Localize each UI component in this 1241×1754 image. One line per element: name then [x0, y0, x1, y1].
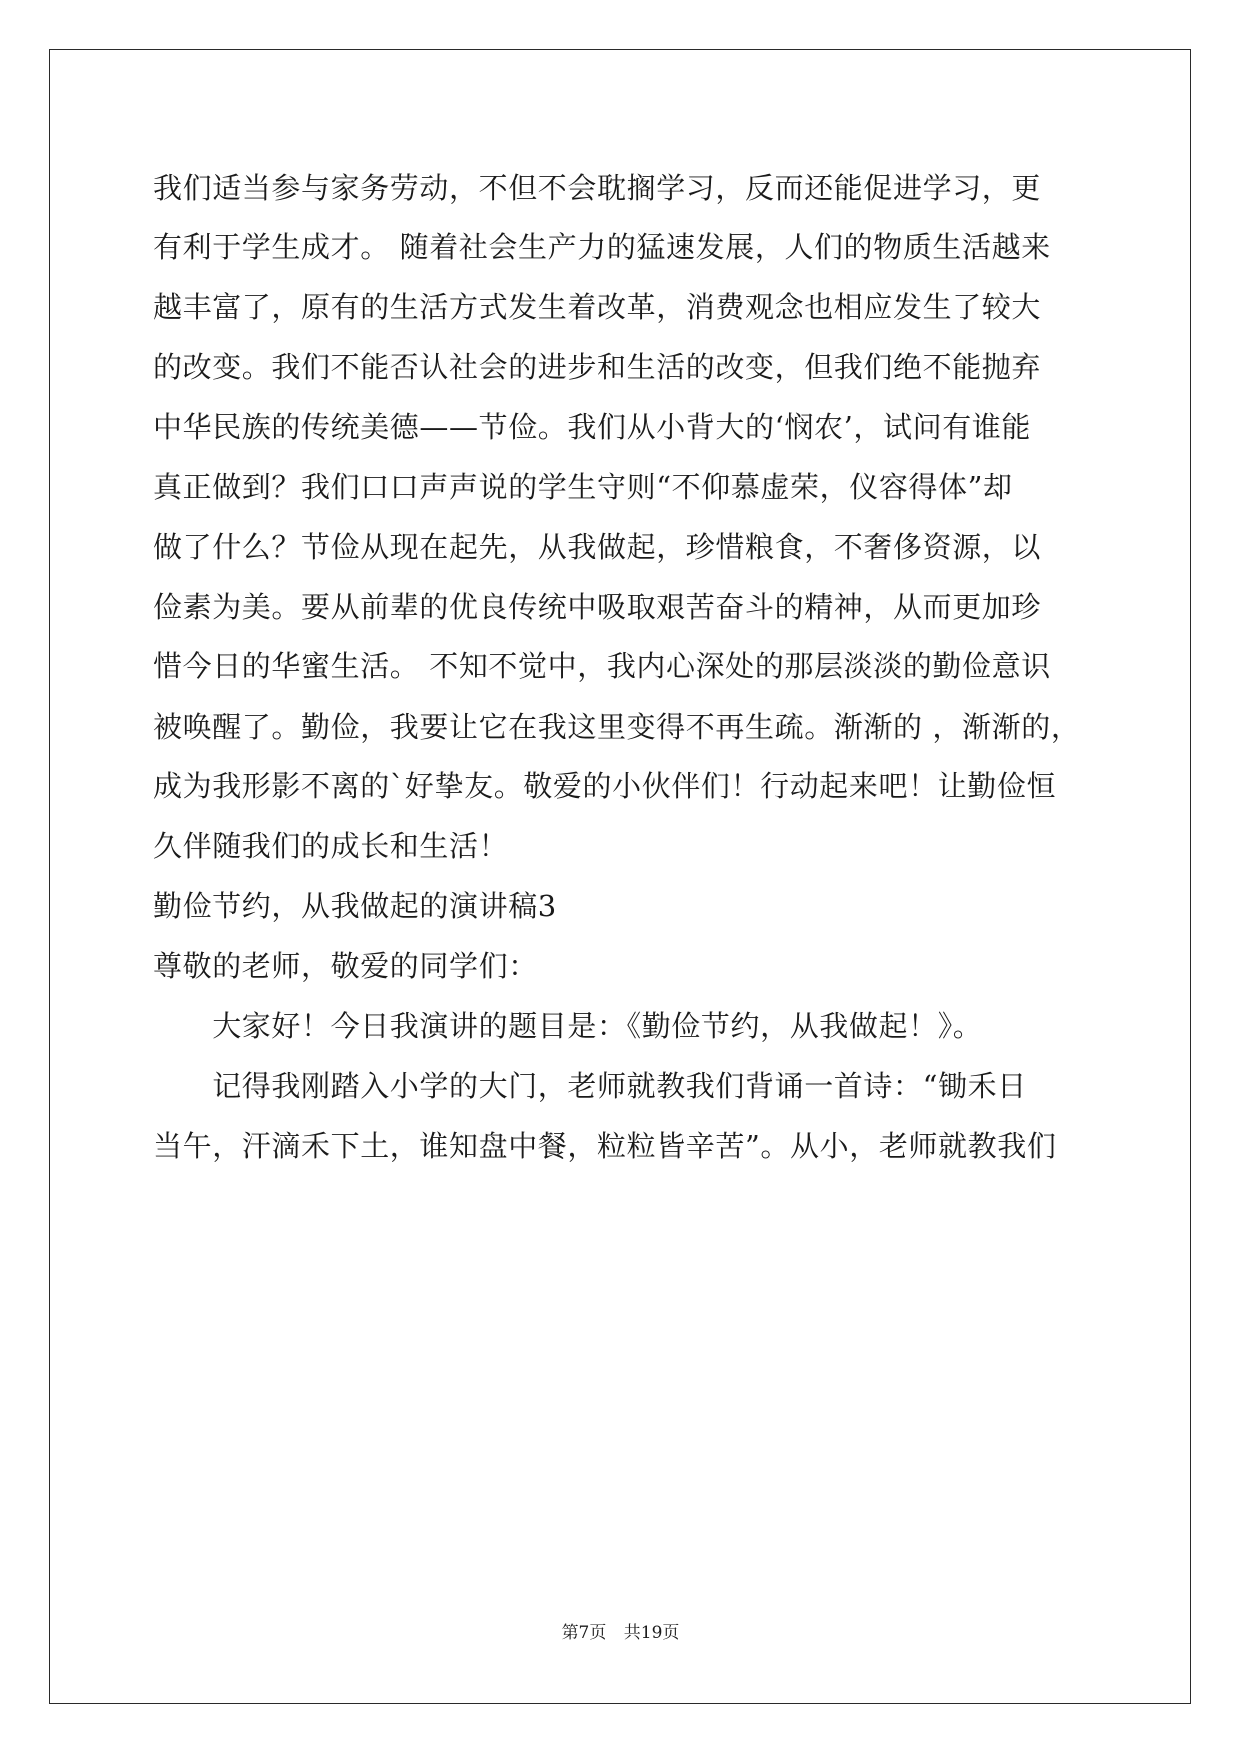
text-line: 做了什么？节俭从现在起先，从我做起，珍惜粮食，不奢侈资源，以	[153, 530, 1042, 564]
text-line: 成为我形影不离的`好挚友。敬爱的小伙伴们！行动起来吧！让勤俭恒	[153, 769, 1057, 803]
page-footer	[0, 1622, 1241, 1644]
salutation: 尊敬的老师，敬爱的同学们：	[153, 949, 538, 983]
section-title: 勤俭节约，从我做起的演讲稿3	[153, 889, 557, 923]
text-line: 真正做到？我们口口声声说的学生守则“不仰慕虚荣，仪容得体”却	[153, 470, 1013, 504]
text-line: 久伴随我们的成长和生活！	[153, 829, 509, 863]
text-line: 越丰富了，原有的生活方式发生着改革，消费观念也相应发生了较大	[153, 290, 1042, 324]
text-line: 我们适当参与家务劳动，不但不会耽搁学习，反而还能促进学习，更	[153, 171, 1042, 205]
page-number: 第7页	[561, 1623, 607, 1643]
text-line: 惜今日的华蜜生活。 不知不觉中，我内心深处的那层淡淡的勤俭意识	[153, 649, 1051, 683]
text-line: 当午，汗滴禾下土，谁知盘中餐，粒粒皆辛苦”。从小，老师就教我们	[153, 1129, 1057, 1163]
text-line: 的改变。我们不能否认社会的进步和生活的改变，但我们绝不能抛弃	[153, 350, 1042, 384]
text-line: 有利于学生成才。 随着社会生产力的猛速发展，人们的物质生活越来	[153, 230, 1051, 264]
text-line: 俭素为美。要从前辈的优良传统中吸取艰苦奋斗的精神，从而更加珍	[153, 590, 1042, 624]
text-line: 被唤醒了。勤俭，我要让它在我这里变得不再生疏。渐渐的 ，渐渐的，	[153, 710, 1081, 744]
text-line: 记得我刚踏入小学的大门，老师就教我们背诵一首诗：“锄禾日	[153, 1069, 1027, 1103]
text-line: 大家好！今日我演讲的题目是：《勤俭节约，从我做起！》。	[153, 1009, 983, 1043]
page-total: 共19页	[623, 1623, 680, 1643]
text-line: 中华民族的传统美德——节俭。我们从小背大的‘悯农’，试问有谁能	[153, 410, 1032, 444]
